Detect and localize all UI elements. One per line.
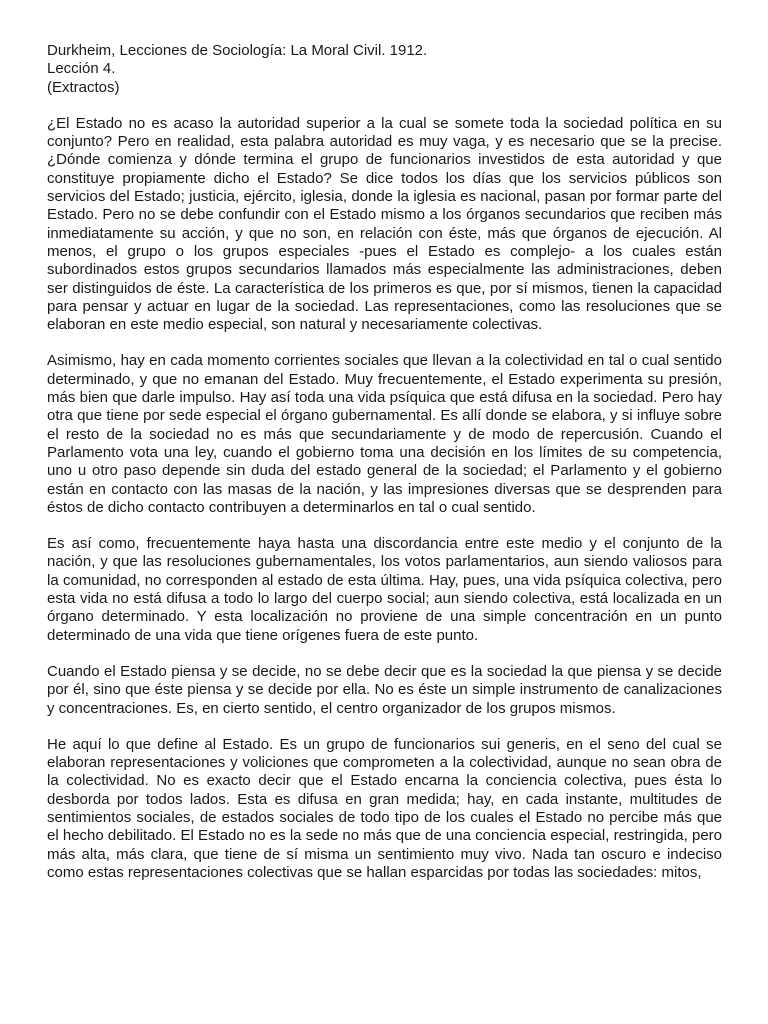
paragraph-2: Asimismo, hay en cada momento corrientes sociales que llevan a la colectividad en tal o cual sentido determinado, y que no emanan del Estado. Muy frecuentemente, el Estado experimenta su presión, más bien que darle impulso. Hay así toda una vida psíquica que está difusa en la sociedad. Pero hay otra que tiene por sede especial el órgano gubernamental. Es allí donde se elabora, y si influye sobre el resto de la sociedad no es más que secundariamente y de modo de repercusión. Cuando el Parlamento vota una ley, cuando el gobierno toma una decisión en los límites de su competencia, uno u otro paso depende sin duda del estado general de la sociedad; el Parlamento y el gobierno están en contacto con las masas de la nación, y las impresiones diversas que se desprenden para éstos de dicho contacto contribuyen a determinarlos en tal o cual sentido. xyxy=(47,352,722,516)
paragraph-3: Es así como, frecuentemente haya hasta una discordancia entre este medio y el conjunto de la nación, y que las resoluciones gubernamentales, los votos parlamentarios, aun siendo valiosos para la comunidad, no corresponden al estado de esta última. Hay, pues, una vida psíquica colectiva, pero esta vida no está difusa a todo lo largo del cuerpo social; aun siendo colectiva, está localizada en un órgano determinado. Y esta localización no proviene de una simple concentración en un punto determinado de una vida que tiene orígenes fuera de este punto. xyxy=(47,535,722,644)
lesson-label: Lección 4. xyxy=(47,60,116,78)
extracts-note: (Extractos) xyxy=(47,78,120,96)
document-page xyxy=(47,42,722,882)
paragraph-1: ¿El Estado no es acaso la autoridad superior a la cual se somete toda la sociedad política en su conjunto? Pero en realidad, esta palabra autoridad es muy vaga, y es necesario que se la precise. ¿Dónde comienza y dónde termina el grupo de funcionarios investidos de esta autoridad y que constituye propiamente dicho el Estado? Se dice todos los días que los servicios públicos son servicios del Estado; justicia, ejército, iglesia, donde la iglesia es nacional, pasan por formar parte del Estado. Pero no se debe confundir con el Estado mismo a los órganos secundarios que reciben más inmediatamente su acción, y que no son, en relación con éste, más que órganos de ejecución. Al menos, el grupo o los grupos especiales -pues el Estado es complejo- a los cuales están subordinados estos grupos secundarios llamados más especialmente las administraciones, deben ser distinguidos de éste. La característica de los primeros es que, por sí mismos, tienen la capacidad para pensar y actuar en lugar de la sociedad. Las representaciones, como las resoluciones que se elaboran en este medio especial, son natural y necesariamente colectivas. xyxy=(47,114,722,334)
document-title: Durkheim, Lecciones de Sociología: La Moral Civil. 1912. xyxy=(47,42,428,59)
paragraph-5: He aquí lo que define al Estado. Es un grupo de funcionarios sui generis, en el seno del cual se elaboran representaciones y voliciones que comprometen a la colectividad, aunque no sean obra de la colectividad. No es exacto decir que el Estado encarna la conciencia colectiva, pues ésta lo desborda por todos lados. Esta es difusa en gran medida; hay, en cada instante, multitudes de sentimientos sociales, de estados sociales de todo tipo de los cuales el Estado no percibe más que el hecho debilitado. El Estado no es la sede no más que de una conciencia especial, restringida, pero más alta, más clara, que tiene de sí misma un sentimiento muy vivo. Nada tan oscuro e indeciso como estas representaciones colectivas que se hallan esparcidas por todas las sociedades: mitos, xyxy=(47,735,722,881)
paragraph-4: Cuando el Estado piensa y se decide, no se debe decir que es la sociedad la que piensa y se decide por él, sino que éste piensa y se decide por ella. No es éste un simple instrumento de canalizaciones y concentraciones. Es, en cierto sentido, el centro organizador de los grupos mismos. xyxy=(47,662,722,717)
document-header xyxy=(47,42,722,97)
